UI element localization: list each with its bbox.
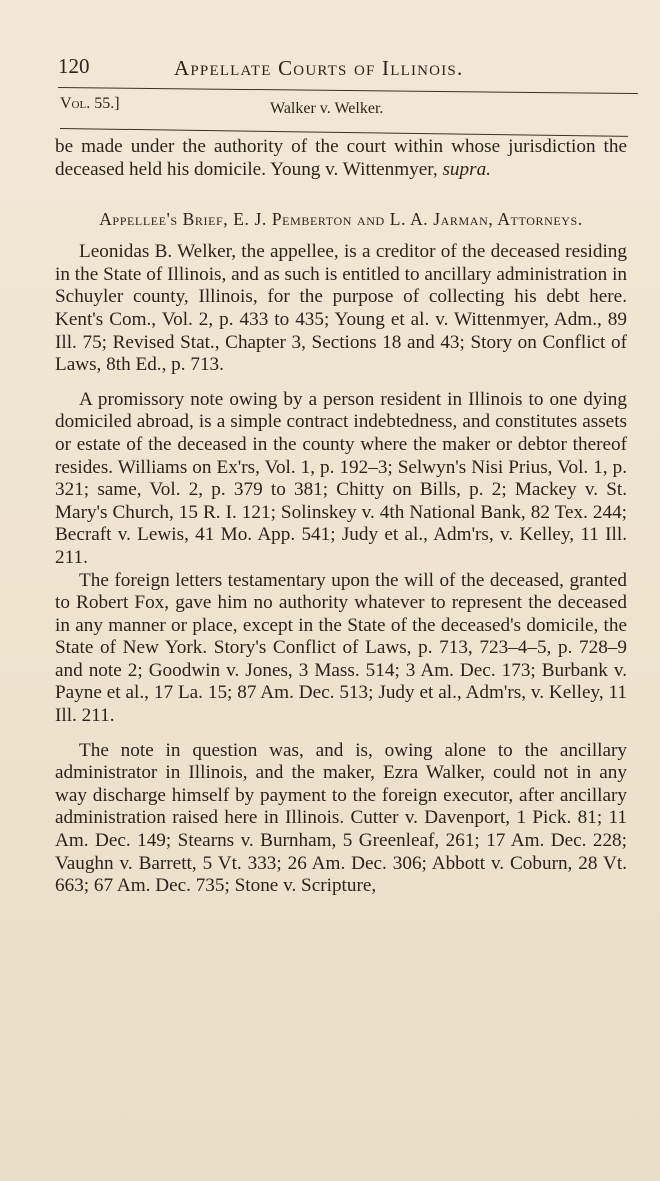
section-heading: Appellee's Brief, E. J. Pemberton and L. A. Jarman, Attorneys. xyxy=(99,209,583,230)
paragraph-2: A promissory note owing by a person resident in Illinois to one dying domiciled abroad, is a simple contract indebtedness, and constitutes assets or estate of the deceased in the county where the maker or debtor thereof resides. Williams on Ex'rs, Vol. 1, p. 192–3; Selwyn's Nisi Prius, Vol. 1, p. 321; same, Vol. 2, p. 379 to 381; Chitty on Bills, p. 2; Mackey v. St. Mary's Church, 15 R. I. 121; Solinskey v. 4th National Bank, 82 Tex. 244; Becraft v. Lewis, 41 Mo. App. 541; Judy et al., Adm'rs, v. Kelley, 11 Ill. 211. xyxy=(55,388,627,568)
running-title: Appellate Courts of Illinois. xyxy=(174,56,464,80)
volume-line xyxy=(60,93,628,119)
intro-italic: supra. xyxy=(442,158,491,180)
paragraph-4: The note in question was, and is, owing alone to the ancillary administrator in Illinois, and the maker, Ezra Walker, could not in any way discharge himself by payment to the foreign executor, after ancillary administration raised here in Illinois. Cutter v. Davenport, 1 Pick. 81; 11 Am. Dec. 149; Stearns v. Burnham, 5 Greenleaf, 261; 17 Am. Dec. 228; Vaughn v. Barrett, 5 Vt. 333; 26 Am. Dec. 306; Abbott v. Coburn, 28 Vt. 663; 67 Am. Dec. 735; Stone v. Scripture, xyxy=(55,739,627,897)
running-head xyxy=(58,52,628,84)
volume-label: Vol. 55.] xyxy=(60,95,120,112)
page-body xyxy=(55,136,627,898)
page-number: 120 xyxy=(58,54,90,78)
paragraph-1: Leonidas B. Welker, the appellee, is a creditor of the deceased residing in the State of Illinois, and as such is entitled to ancillary administration in Schuyler county, Illinois, for the purpose of collecting his debt here. Kent's Com., Vol. 2, p. 433 to 435; Young et al. v. Wittenmyer, Adm., 89 Ill. 75; Revised Stat., Chapter 3, Sections 18 and 43; Story on Conflict of Laws, 8th Ed., p. 713. xyxy=(55,241,627,376)
intro-paragraph xyxy=(55,136,627,181)
paragraph-3: The foreign letters testamentary upon the will of the deceased, granted to Robert Fox, gave him no authority whatever to represent the deceased in any manner or place, except in the State of the deceased's domicile, the State of New York. Story's Conflict of Laws, p. 713, 723–4–5, p. 728–9 and note 2; Goodwin v. Jones, 3 Mass. 514; 3 Am. Dec. 173; Burbank v. Payne et al., 17 La. 15; 87 Am. Dec. 513; Judy et al., Adm'rs, v. Kelley, 11 Ill. 211. xyxy=(55,569,627,727)
case-name: Walker v. Welker. xyxy=(270,100,384,117)
intro-text: be made under the authority of the court within whose jurisdiction the deceased held his domicile. Young v. Wittenmyer, xyxy=(55,136,627,180)
